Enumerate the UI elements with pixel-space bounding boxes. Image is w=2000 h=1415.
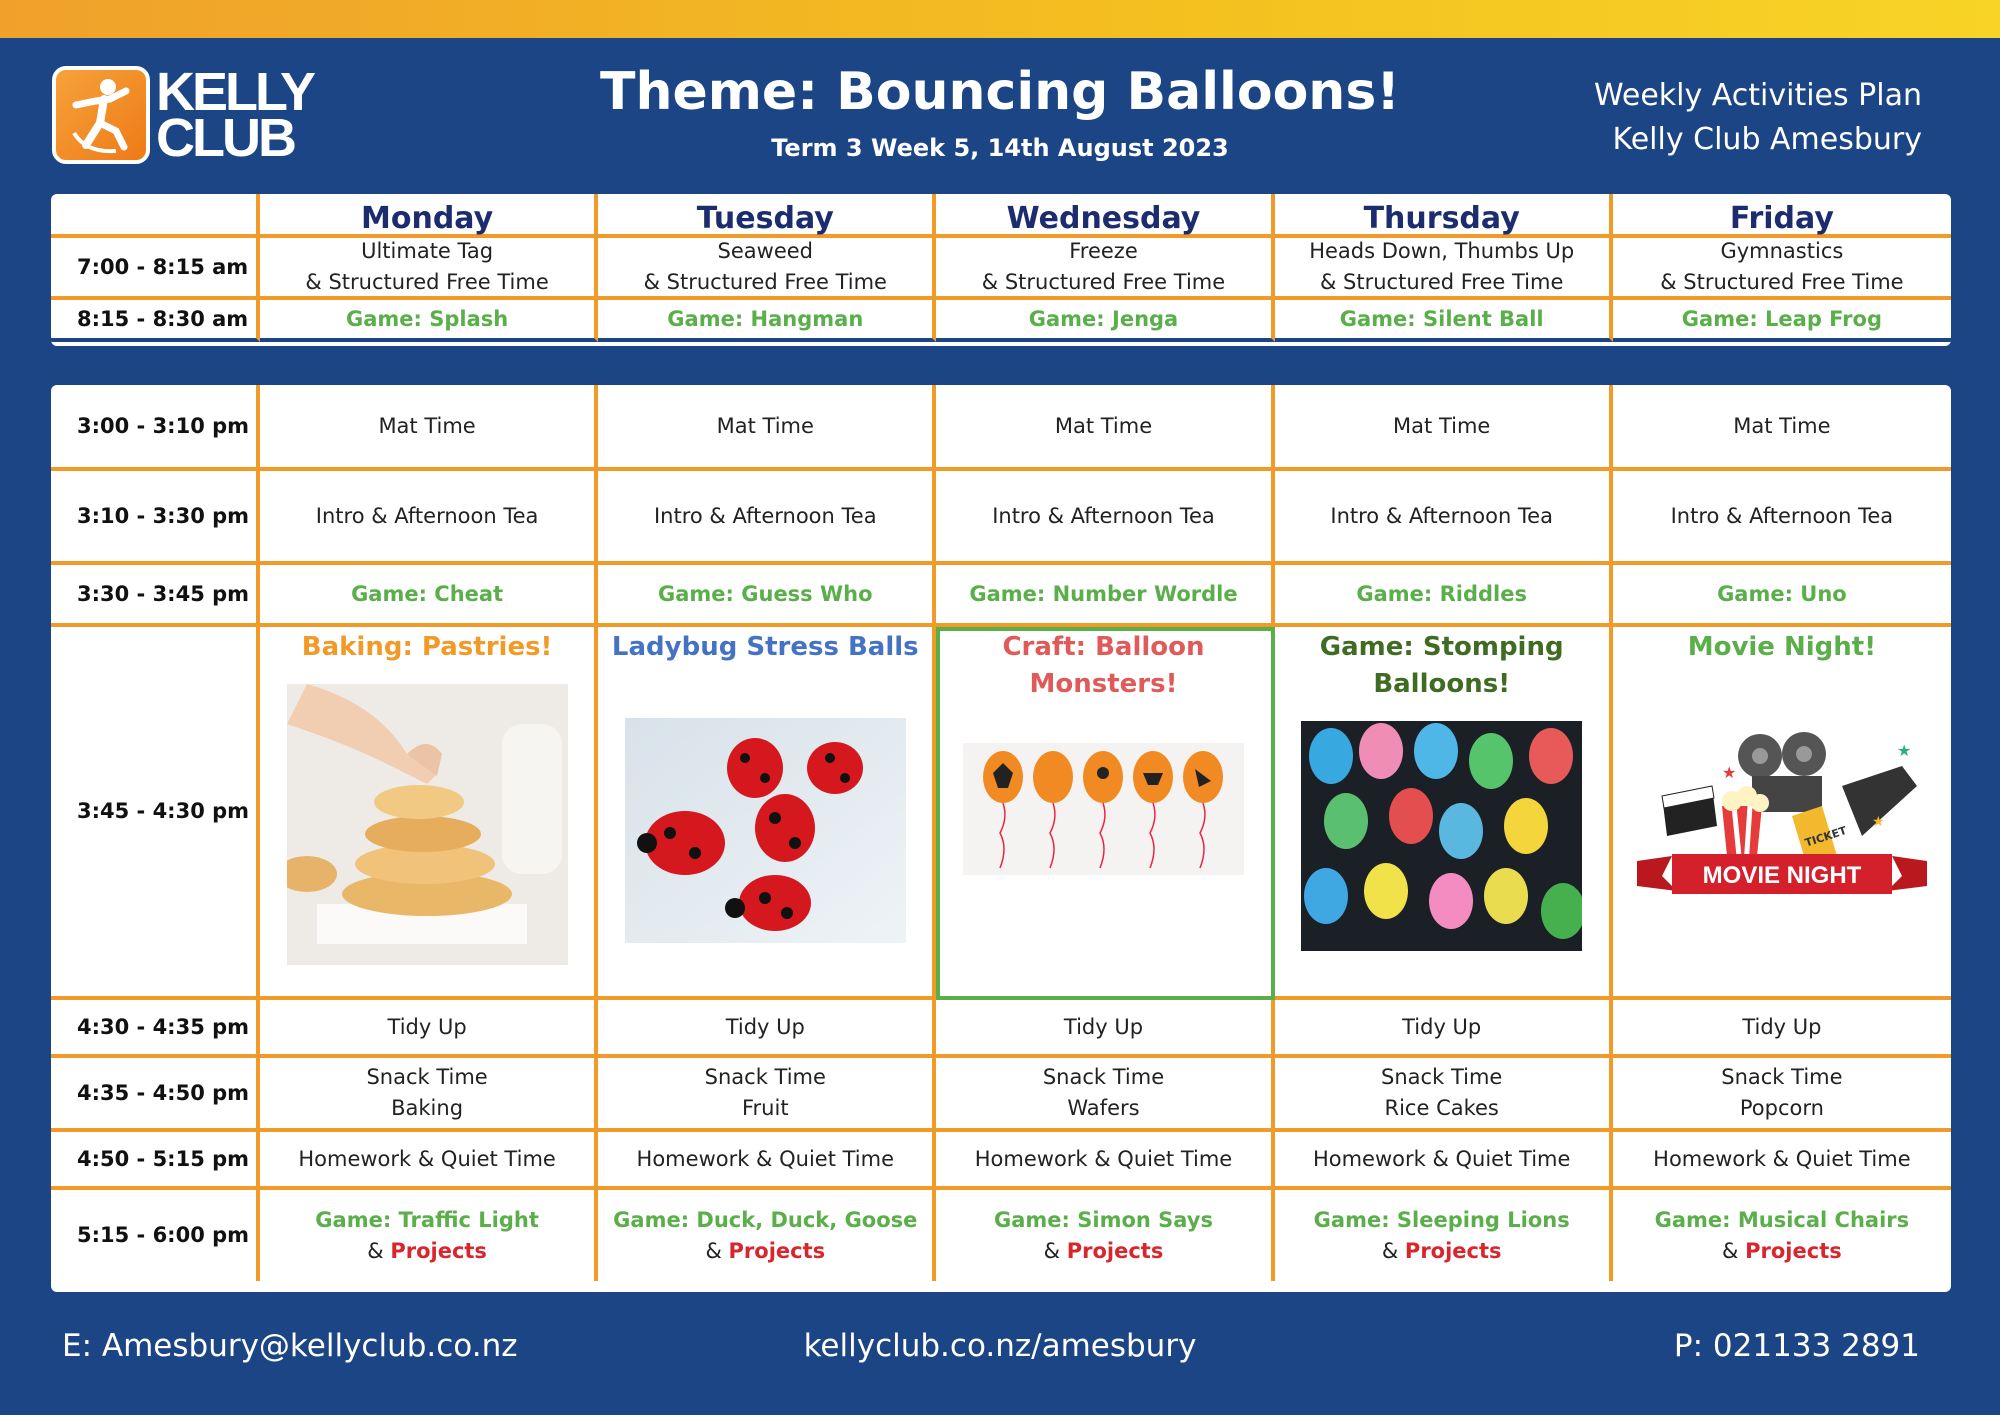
pastries-image: [287, 684, 568, 965]
homework: Homework & Quiet Time: [598, 1132, 936, 1190]
morning-game: Game: Jenga: [936, 300, 1274, 342]
afternoon-tea: Intro & Afternoon Tea: [598, 471, 936, 565]
time-slot: 4:30 - 4:35 pm: [51, 1000, 260, 1058]
tidy-up: Tidy Up: [936, 1000, 1274, 1058]
plan-info: Weekly Activities Plan Kelly Club Amesbury: [1593, 78, 1922, 157]
final-game: Game: Simon Says & Projects: [936, 1190, 1274, 1281]
mat-time: Mat Time: [598, 385, 936, 471]
homework: Homework & Quiet Time: [260, 1132, 598, 1190]
day-header: Thursday: [1275, 194, 1613, 238]
footer-phone: P: 021133 2891: [1673, 1328, 1920, 1364]
day-header: Friday: [1613, 194, 1951, 238]
ticket-label: TICKET: [1803, 823, 1849, 850]
mat-time: Mat Time: [936, 385, 1274, 471]
activity-title: Game: Stomping Balloons!: [1319, 632, 1564, 699]
activity-stomping: [1275, 627, 1613, 1000]
morning-activity: Gymnastics & Structured Free Time: [1613, 238, 1951, 300]
svg-text:★: ★: [1721, 763, 1737, 782]
morning-activity: Freeze & Structured Free Time: [936, 238, 1274, 300]
mat-time: Mat Time: [1275, 385, 1613, 471]
mat-time: Mat Time: [1613, 385, 1951, 471]
corner-cell: [51, 194, 260, 238]
activity-craft: [936, 627, 1274, 1000]
snack-time: Snack Time Fruit: [598, 1058, 936, 1132]
activity-title: Ladybug Stress Balls: [611, 632, 919, 662]
afternoon-tea: Intro & Afternoon Tea: [1275, 471, 1613, 565]
time-slot: 8:15 - 8:30 am: [51, 300, 260, 342]
svg-text:★: ★: [1896, 741, 1912, 760]
morning-game: Game: Hangman: [598, 300, 936, 342]
homework: Homework & Quiet Time: [1613, 1132, 1951, 1190]
afternoon-game: Game: Uno: [1613, 565, 1951, 627]
page-title: Theme: Bouncing Balloons!: [599, 62, 1400, 122]
mat-time: Mat Time: [260, 385, 598, 471]
ladybug-image: [625, 718, 906, 943]
morning-game: Game: Leap Frog: [1613, 300, 1951, 342]
activity-movie: [1613, 627, 1951, 1000]
afternoon-game: Game: Cheat: [260, 565, 598, 627]
afternoon-tea: Intro & Afternoon Tea: [260, 471, 598, 565]
movie-banner-text: MOVIE NIGHT: [1702, 862, 1862, 889]
afternoon-schedule-table: [51, 385, 1951, 1292]
afternoon-game: Game: Riddles: [1275, 565, 1613, 627]
homework: Homework & Quiet Time: [1275, 1132, 1613, 1190]
time-slot: 5:15 - 6:00 pm: [51, 1190, 260, 1281]
afternoon-tea: Intro & Afternoon Tea: [1613, 471, 1951, 565]
day-header: Monday: [260, 194, 598, 238]
activity-title: Baking: Pastries!: [301, 632, 553, 662]
morning-game: Game: Silent Ball: [1275, 300, 1613, 342]
time-slot: 3:00 - 3:10 pm: [51, 385, 260, 471]
afternoon-tea: Intro & Afternoon Tea: [936, 471, 1274, 565]
afternoon-game: Game: Number Wordle: [936, 565, 1274, 627]
tidy-up: Tidy Up: [260, 1000, 598, 1058]
footer-email[interactable]: E: Amesbury@kellyclub.co.nz: [62, 1328, 518, 1364]
morning-activity: Heads Down, Thumbs Up & Structured Free Time: [1275, 238, 1613, 300]
homework: Homework & Quiet Time: [936, 1132, 1274, 1190]
snack-time: Snack Time Popcorn: [1613, 1058, 1951, 1132]
tidy-up: Tidy Up: [598, 1000, 936, 1058]
activity-baking: [260, 627, 598, 1000]
day-header: Wednesday: [936, 194, 1274, 238]
tidy-up: Tidy Up: [1275, 1000, 1613, 1058]
kelly-club-logo: [52, 62, 314, 168]
footer-website[interactable]: kellyclub.co.nz/amesbury: [803, 1328, 1197, 1364]
svg-text:★: ★: [1871, 814, 1885, 830]
activity-title: Movie Night!: [1687, 632, 1877, 662]
jumping-child-icon: [52, 66, 150, 164]
final-game: Game: Traffic Light & Projects: [260, 1190, 598, 1281]
activity-ladybug: [598, 627, 936, 1000]
time-slot: 4:50 - 5:15 pm: [51, 1132, 260, 1190]
movie-night-image: [1632, 726, 1932, 926]
time-slot: 3:30 - 3:45 pm: [51, 565, 260, 627]
morning-game: Game: Splash: [260, 300, 598, 342]
final-game: Game: Sleeping Lions & Projects: [1275, 1190, 1613, 1281]
balloons-image: [1301, 721, 1582, 951]
time-slot: 3:45 - 4:30 pm: [51, 627, 260, 1000]
snack-time: Snack Time Wafers: [936, 1058, 1274, 1132]
morning-activity: Seaweed & Structured Free Time: [598, 238, 936, 300]
day-header: Tuesday: [598, 194, 936, 238]
morning-schedule-table: [51, 194, 1951, 346]
time-slot: 7:00 - 8:15 am: [51, 238, 260, 300]
morning-activity: Ultimate Tag & Structured Free Time: [260, 238, 598, 300]
final-game: Game: Duck, Duck, Goose & Projects: [598, 1190, 936, 1281]
time-slot: 4:35 - 4:50 pm: [51, 1058, 260, 1132]
page-subtitle: Term 3 Week 5, 14th August 2023: [771, 134, 1229, 162]
snack-time: Snack Time Rice Cakes: [1275, 1058, 1613, 1132]
balloon-monsters-image: [963, 743, 1244, 875]
logo-text: KELLY CLUB: [156, 62, 314, 168]
time-slot: 3:10 - 3:30 pm: [51, 471, 260, 565]
afternoon-game: Game: Guess Who: [598, 565, 936, 627]
snack-time: Snack Time Baking: [260, 1058, 598, 1132]
tidy-up: Tidy Up: [1613, 1000, 1951, 1058]
top-accent-bar: [0, 0, 2000, 38]
final-game: Game: Musical Chairs & Projects: [1654, 1207, 1910, 1263]
activity-title: Craft: Balloon Monsters!: [1002, 632, 1205, 699]
